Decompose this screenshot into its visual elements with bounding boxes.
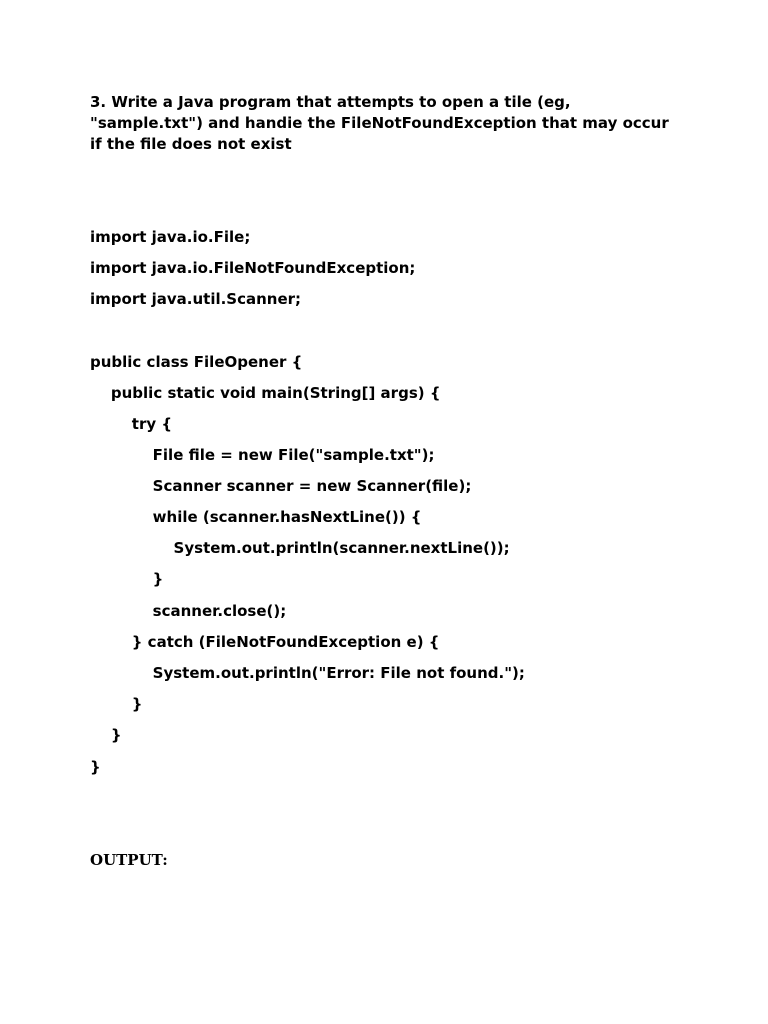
code-line: } xyxy=(90,570,164,588)
code-line: File file = new File("sample.txt"); xyxy=(90,446,435,464)
code-line: } xyxy=(90,695,143,713)
code-line: } catch (FileNotFoundException e) { xyxy=(90,633,440,651)
question-text xyxy=(90,92,730,155)
code-line: System.out.println(scanner.nextLine()); xyxy=(90,539,510,557)
code-line: while (scanner.hasNextLine()) { xyxy=(90,508,422,526)
code-line: scanner.close(); xyxy=(90,602,287,620)
code-line: public class FileOpener { xyxy=(90,353,303,371)
code-line: import java.io.FileNotFoundException; xyxy=(90,259,416,277)
code-line: try { xyxy=(90,415,173,433)
code-line: public static void main(String[] args) { xyxy=(90,384,441,402)
question-line: 3. Write a Java program that attempts to open a tile (eg, xyxy=(90,93,571,111)
code-line: Scanner scanner = new Scanner(file); xyxy=(90,477,472,495)
output-label: OUTPUT: xyxy=(90,851,168,869)
code-line: System.out.println("Error: File not found."); xyxy=(90,664,525,682)
code-line: } xyxy=(90,726,122,744)
code-line: import java.util.Scanner; xyxy=(90,290,302,308)
question-line: "sample.txt") and handie the FileNotFoundException that may occur xyxy=(90,114,669,132)
code-line: import java.io.File; xyxy=(90,228,251,246)
question-line: if the file does not exist xyxy=(90,135,292,153)
code-line: } xyxy=(90,758,101,776)
